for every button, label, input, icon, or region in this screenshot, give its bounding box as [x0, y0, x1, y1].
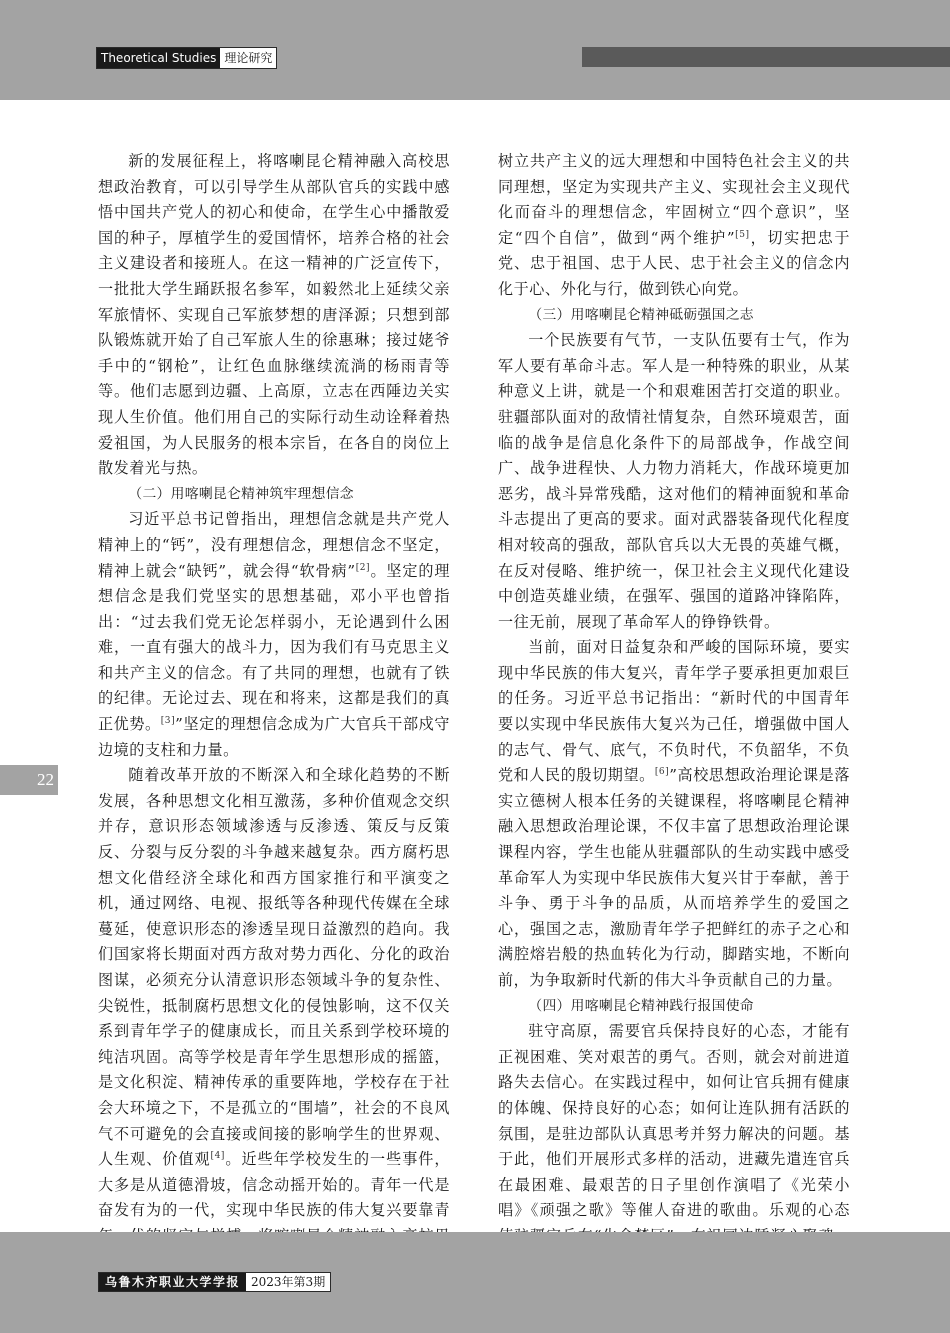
paragraph: 随着改革开放的不断深入和全球化趋势的不断发展，各种思想文化相互激荡，多种价值观念交织并存，意识形态领域渗透与反渗透、策反与反策反、分裂与反分裂的斗争越来越复杂。西方腐朽思想文化借经济全球化和西方国家推行和平演变之机，通过网络、电视、报纸等各种现代传媒在全球蔓延，使意识形态的渗透呈现日益激烈的趋向。我们国家将长期面对西方敌对势力西化、分化的政治图谋，必须充分认清意识形态领域斗争的复杂性、尖锐性，抵制腐朽思想文化的侵蚀影响，这不仅关系到青年学子的健康成长，而且关系到学校环境的纯洁巩固。高等学校是青年学生思想形成的摇篮，是文化积淀、精神传承的重要阵地，学校存在于社会大环境之下，不是孤立的“围墙”，社会的不良风气不可避免的会直接或间接的影响学生的世界观、人生观、价值观[4]。近些年学校发生的一些事件，大多是从道德滑坡，信念动摇开始的。青年一代是奋发有为的一代，实现中华民族的伟大复兴要靠青 [98, 766, 450, 1220]
paragraph: 驻守高原，需要官兵保持良好的心态，才能有正视困难、笑对艰苦的勇气。否则，就会对前进道路失去信心。在实践过程中，如何让官兵拥有健康的体魄、保持良好的心态；如何让连队拥有活跃的氛围，是驻边部队认真思考并努力解决的问题。基于此，他们开展形式多样的活动，进藏先遣连官兵在最困难、最艰苦的日子里创作演唱了《光荣小唱》《顽强之歌》等催人奋进的歌曲。乐观的心态 [498, 1022, 850, 1220]
journal-name: 乌鲁木齐职业大学学报 [99, 1273, 246, 1291]
section-header-english: Theoretical Studies [97, 48, 220, 68]
citation-ref: [3] [160, 716, 176, 727]
section-header [96, 47, 277, 69]
citation-ref: [5] [735, 229, 750, 240]
section-header-chinese: 理论研究 [224, 51, 273, 65]
paragraph: 习近平总书记曾指出，理想信念就是共产党人精神上的“钙”，没有理想信念，理想信念不坚定，精神上就会“缺钙”，就会得“软骨病”[2]。坚定的理想信念是我们党坚实的思想基础，邓小平也曾指出：“过去我们党无论怎样弱小，无论遇到什么困难，一直有强大的战斗力，因为我们有马克思主义和共产主义的信念。有了共同的理想，也就有了铁的纪律。无论过去、现在和将来，这都是我们的真正优势。[3]”坚定的理想信念成为广大官兵干部戍守边境的支柱和力量。 [98, 510, 450, 759]
header-bar [582, 47, 950, 67]
citation-ref: [6] [654, 767, 670, 778]
paragraph: 一个民族要有气节，一支队伍要有士气，作为军人要有革命斗志。军人是一种特殊的职业，从某种意义上讲，就是一个和艰难困苦打交道的职业。驻疆部队面对的敌情社情复杂，自然环境艰苦，面临的战争是信息化条件下的局部战争，作战空间广、战争进程快、人力物力消耗大，作战环境更加恶劣，战斗异常残酷，这对他们的精神面貌和革命斗志提出了更高的要求。面对武器装备现代化程度相对较高的强敌，部队官兵以大无畏的英雄气概，在反对侵略、维护统一，保卫社会主义现代化建设中创造英雄业绩，在强军、强国的道路冲锋陷阵，一往无前，展现了革命军人的铮铮铁骨。 [498, 331, 850, 631]
citation-ref: [4] [210, 1151, 225, 1162]
right-column [498, 149, 850, 1275]
section-heading: （二）用喀喇昆仑精神筑牢理想信念 [128, 485, 354, 502]
journal-issue: 2023年第3期 [251, 1275, 326, 1289]
journal-footer [98, 1272, 331, 1292]
paragraph: 树立共产主义的远大理想和中国特色社会主义的共同理想，坚定为实现共产主义、实现社会主义现代化而奋斗的理想信念，牢固树立“四个意识”，坚定“四个自信”，做到“两个维护”[5]，切实把忠于党、忠于祖国、忠于人民、忠于社会主义的信念内化于心、外化与行，做到铁心向党。 [498, 152, 850, 298]
left-column [98, 149, 450, 1275]
page-number: 22 [0, 765, 58, 795]
paragraph: 新的发展征程上，将喀喇昆仑精神融入高校思想政治教育，可以引导学生从部队官兵的实践中感悟中国共产党人的初心和使命，在学生心中播散爱国的种子，厚植学生的爱国情怀，培养合格的社会主义建设者和接班人。在这一精神的广泛宣传下，一批批大学生踊跃报名参军，如毅然北上延续父亲军旅情怀、实现自己军旅梦想的唐泽源；只想到部队锻炼就开始了自己军旅人生的徐惠琳；接过姥爷手中的“钢枪”，让红色血脉继续流淌的杨雨青等等。他们志愿到边疆、上高原，立志在西陲边关实现人生价值。他们用自己的实际行动生动诠释着热爱祖国，为人民服务的根本宗旨，在各自的岗位上散发着光与热。 [98, 152, 450, 478]
paragraph: 当前，面对日益复杂和严峻的国际环境，要实现中华民族的伟大复兴，青年学子要承担更加艰巨的任务。习近平总书记指出：“新时代的中国青年要以实现中华民族伟大复兴为己任，增强做中国人的志气、骨气、底气，不负时代，不负韶华，不负党和人民的殷切期望。[6]”高校思想政治理论课是落实立德树人根本任务的关键课程，将喀喇昆仑精神融入思想政治理论课，不仅丰富了思想政治理论课课程内容，学生也能从驻疆部队的生动实践中感受革命军人为实现中华民族伟大复兴甘于奉献，善于斗争、勇于斗争的品质，从而培养学生的爱国之心，强国之志，激励青年学子把鲜红的赤子之心和满腔熔岩般的热血转化为行动，脚踏实地，不断向前，为争取新时代新的伟大斗争贡献自己的力量。 [498, 638, 850, 989]
section-heading: （三）用喀喇昆仑精神砥砺强国之志 [528, 306, 754, 323]
section-heading: （四）用喀喇昆仑精神践行报国使命 [528, 997, 754, 1014]
citation-ref: [2] [355, 562, 371, 573]
